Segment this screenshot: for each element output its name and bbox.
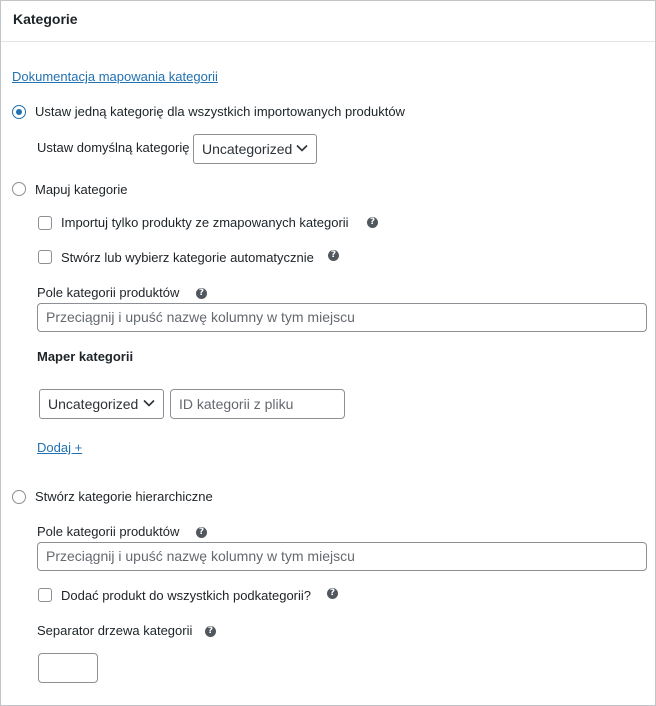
radio-map-categories[interactable] bbox=[12, 182, 26, 196]
help-icon[interactable]: ? bbox=[367, 217, 378, 228]
import-only-mapped-checkbox[interactable] bbox=[38, 216, 52, 230]
radio-single-category-label: Ustaw jedną kategorię dla wszystkich importowanych produktów bbox=[35, 104, 405, 119]
default-category-label: Ustaw domyślną kategorię bbox=[37, 140, 190, 155]
documentation-link[interactable]: Dokumentacja mapowania kategorii bbox=[12, 69, 218, 84]
mapper-category-value: Uncategorized bbox=[48, 396, 139, 412]
panel-title: Kategorie bbox=[13, 11, 78, 27]
mapper-category-id-input[interactable]: ID kategorii z pliku bbox=[170, 389, 345, 419]
help-icon[interactable]: ? bbox=[205, 626, 216, 637]
add-to-all-subcategories-checkbox[interactable] bbox=[38, 588, 52, 602]
add-to-all-subcategories-label: Dodać produkt do wszystkich podkategorii? bbox=[61, 588, 312, 603]
hierarchical-field-input[interactable]: Przeciągnij i upuść nazwę kolumny w tym miejscu bbox=[37, 542, 647, 571]
category-mapper-title: Maper kategorii bbox=[37, 349, 134, 364]
hierarchical-field-label: Pole kategorii produktów bbox=[37, 524, 180, 539]
radio-map-categories-label: Mapuj kategorie bbox=[35, 182, 128, 197]
product-category-field-input[interactable]: Przeciągnij i upuść nazwę kolumny w tym miejscu bbox=[37, 303, 647, 332]
help-icon[interactable]: ? bbox=[196, 527, 207, 538]
title-divider bbox=[1, 41, 655, 42]
default-category-value: Uncategorized bbox=[202, 141, 293, 157]
help-icon[interactable]: ? bbox=[327, 588, 338, 599]
import-only-mapped-label: Importuj tylko produkty ze zmapowanych kategorii bbox=[61, 215, 349, 230]
default-category-select[interactable] bbox=[193, 134, 317, 164]
help-icon[interactable]: ? bbox=[196, 288, 207, 299]
separator-input[interactable] bbox=[38, 653, 98, 683]
auto-create-label: Stwórz lub wybierz kategorie automatycznie bbox=[61, 250, 314, 265]
radio-hierarchical-categories[interactable] bbox=[12, 490, 26, 504]
product-category-field-label: Pole kategorii produktów bbox=[37, 285, 180, 300]
radio-hierarchical-categories-label: Stwórz kategorie hierarchiczne bbox=[35, 489, 213, 504]
radio-single-category[interactable] bbox=[12, 105, 26, 119]
add-mapping-link[interactable]: Dodaj + bbox=[37, 440, 83, 455]
auto-create-checkbox[interactable] bbox=[38, 250, 52, 264]
chevron-down-icon bbox=[143, 399, 155, 407]
help-icon[interactable]: ? bbox=[328, 250, 339, 261]
mapper-category-select[interactable] bbox=[39, 389, 164, 419]
chevron-down-icon bbox=[296, 144, 308, 152]
separator-label: Separator drzewa kategorii bbox=[37, 623, 193, 638]
